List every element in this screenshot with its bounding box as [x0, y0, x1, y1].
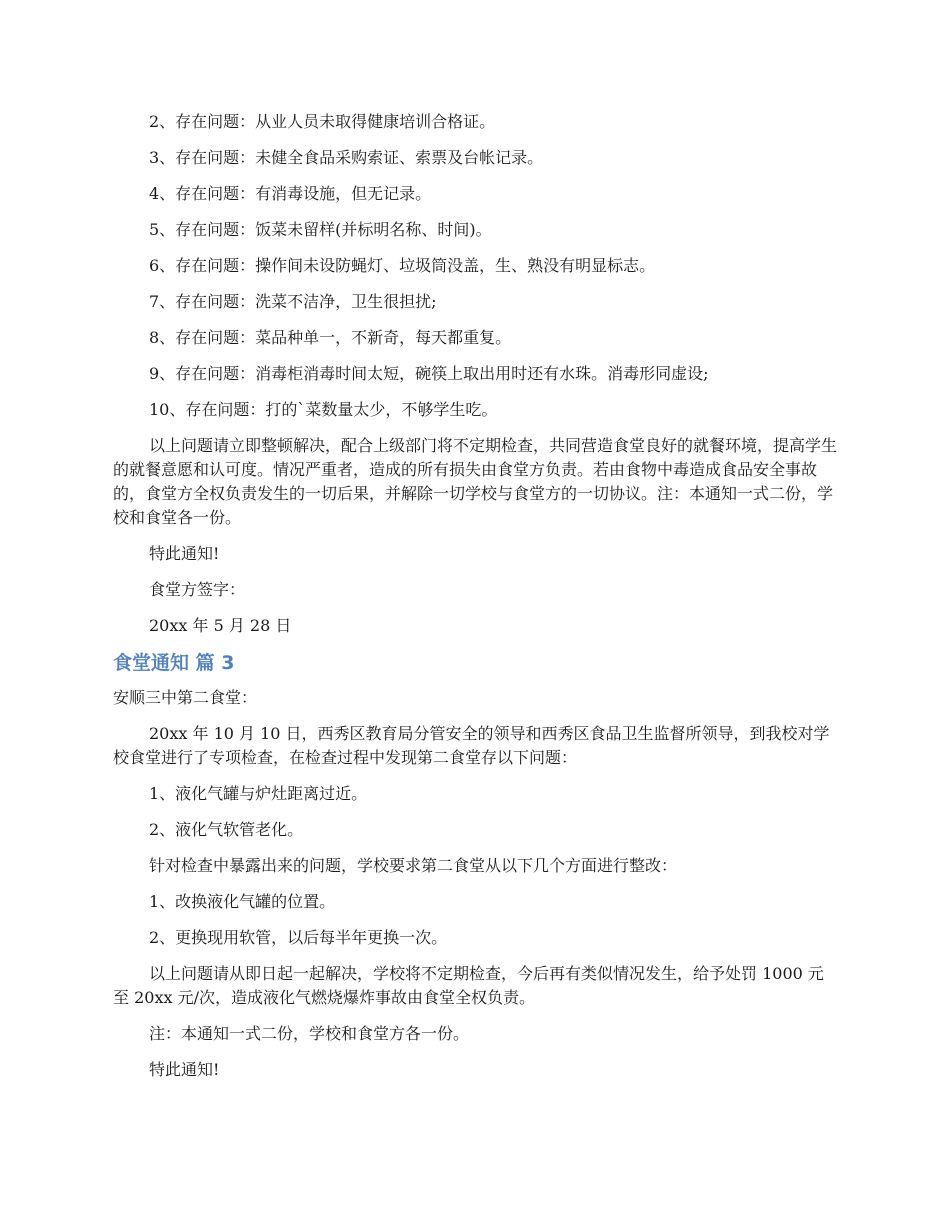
- addressee: 安顺三中第二食堂：: [113, 688, 258, 707]
- section-heading: 食堂通知 篇 3: [113, 652, 235, 674]
- list-item: 9、存在问题：消毒柜消毒时间太短，碗筷上取出用时还有水珠。消毒形同虚设;: [149, 364, 709, 383]
- requirement-paragraph: 针对检查中暴露出来的问题，学校要求第二食堂从以下几个方面进行整改：: [149, 856, 678, 875]
- list-item: 4、存在问题：有消毒设施，但无记录。: [149, 184, 432, 203]
- list-item: 7、存在问题：洗菜不洁净，卫生很担扰;: [149, 292, 437, 311]
- signature-line: 食堂方签字：: [149, 580, 246, 599]
- problem-list: [113, 110, 837, 422]
- list-item: 3、存在问题：未健全食品采购索证、索票及台帐记录。: [149, 148, 544, 167]
- document-body: [113, 110, 837, 1094]
- list-item: 2、存在问题：从业人员未取得健康培训合格证。: [149, 112, 496, 131]
- list-item: 10、存在问题：打的`菜数量太少，不够学生吃。: [149, 400, 498, 419]
- note-paragraph: 注：本通知一式二份，学校和食堂方各一份。: [149, 1024, 470, 1043]
- list-item: 2、更换现用软管，以后每半年更换一次。: [149, 928, 448, 947]
- list-item: 2、液化气软管老化。: [149, 820, 304, 839]
- penalty-paragraph: 以上问题请从即日起一起解决，学校将不定期检查，今后再有类似情况发生，给予处罚 1000 元至 20xx 元/次，造成液化气燃烧爆炸事故由食堂全权负责。: [113, 964, 824, 1007]
- notice-end: 特此通知!: [149, 544, 220, 563]
- list-item: 6、存在问题：操作间未设防蝇灯、垃圾筒没盖，生、熟没有明显标志。: [149, 256, 656, 275]
- problem-list-2: [113, 782, 837, 842]
- list-item: 8、存在问题：菜品种单一，不新奇，每天都重复。: [149, 328, 512, 347]
- date-line: 20xx 年 5 月 28 日: [149, 616, 292, 635]
- list-item: 1、液化气罐与炉灶距离过近。: [149, 784, 368, 803]
- fix-list: [113, 890, 837, 950]
- notice-end: 特此通知!: [149, 1060, 220, 1079]
- closing-paragraph: 以上问题请立即整顿解决，配合上级部门将不定期检查，共同营造食堂良好的就餐环境，提高学生的就餐意愿和认可度。情况严重者，造成的所有损失由食堂方负责。若由食物中毒造成食品安全事故的，食堂方全权负责发生的一切后果，并解除一切学校与食堂方的一切协议。注：本通知一式二份，学校和食堂各一份。: [113, 436, 838, 527]
- list-item: 1、改换液化气罐的位置。: [149, 892, 336, 911]
- list-item: 5、存在问题：饭菜未留样(并标明名称、时间)。: [149, 220, 492, 239]
- intro-paragraph: 20xx 年 10 月 10 日，西秀区教育局分管安全的领导和西秀区食品卫生监督所领导，到我校对学校食堂进行了专项检查，在检查过程中发现第二食堂存以下问题：: [113, 724, 830, 767]
